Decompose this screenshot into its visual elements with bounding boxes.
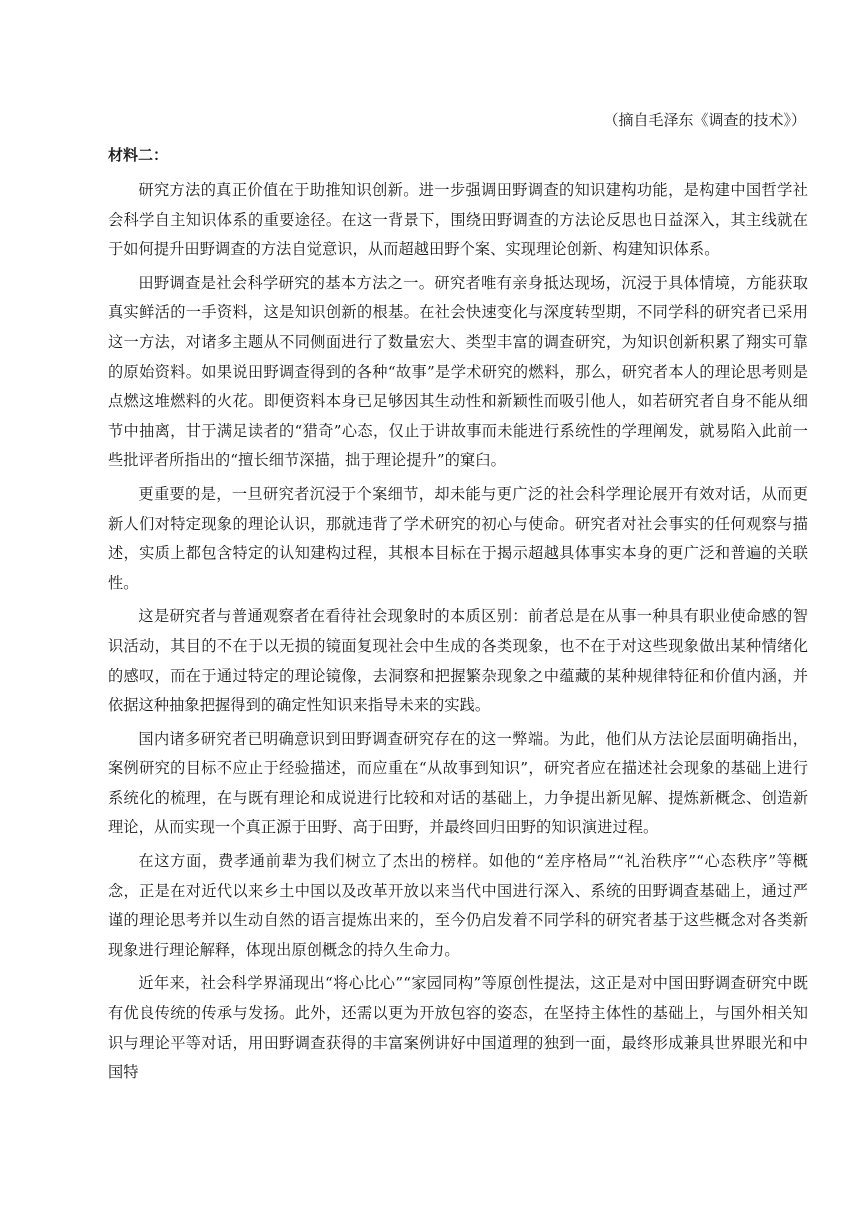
paragraph-2: 田野调查是社会科学研究的基本方法之一。研究者唯有亲身抵达现场，沉浸于具体情境，方能获取真实鲜活的一手资料，这是知识创新的根基。在社会快速变化与深度转型期，不同学科的研究者已采用这一方法，对诸多主题从不同侧面进行了数量宏大、类型丰富的调查研究，为知识创新积累了翔实可靠的原始资料。如果说田野调查得到的各种“故事”是学术研究的燃料，那么，研究者本人的理论思考则是点燃这堆燃料的火花。即便资料本身已足够因其生动性和新颖性而吸引他人，如若研究者自身不能从细节中抽离，甘于满足读者的“猎奇”心态，仅止于讲故事而未能进行系统性的学理阐发，就易陷入此前一些批评者所指出的“擅长细节深描，拙于理论提升”的窠臼。	[108, 273, 808, 470]
document-page	[108, 108, 808, 1092]
paragraph-5: 国内诸多研究者已明确意识到田野调查研究存在的这一弊端。为此，他们从方法论层面明确指出，案例研究的目标不应止于经验描述，而应重在“从故事到知识”，研究者应在描述社会现象的基础上进行系统化的梳理，在与既有理论和成说进行比较和对话的基础上，力争提出新见解、提炼新概念、创造新理论，从而实现一个真正源于田野、高于田野，并最终回归田野的知识演进过程。	[108, 729, 808, 837]
section-title: 材料二：	[108, 146, 169, 164]
paragraph-6: 在这方面，费孝通前辈为我们树立了杰出的榜样。如他的“差序格局”“礼治秩序”“心态秩序”等概念，正是在对近代以来乡土中国以及改革开放以来当代中国进行深入、系统的田野调查基础上，通过严谨的理论思考并以生动自然的语言提炼出来的，至今仍启发着不同学科的研究者基于这些概念对各类新现象进行理论解释，体现出原创概念的持久生命力。	[108, 852, 808, 959]
source-citation: （摘自毛泽东《调查的技术》）	[603, 111, 806, 129]
paragraph-4: 这是研究者与普通观察者在看待社会现象时的本质区别：前者总是在从事一种具有职业使命感的智识活动，其目的不在于以无损的镜面复现社会中生成的各类现象，也不在于对这些现象做出某种情绪化的感叹，而在于通过特定的理论镜像，去洞察和把握繁杂现象之中蕴藏的某种规律特征和价值内涵，并依据这种抽象把握得到的确定性知识来指导未来的实践。	[108, 607, 808, 715]
paragraph-1: 研究方法的真正价值在于助推知识创新。进一步强调田野调查的知识建构功能，是构建中国哲学社会科学自主知识体系的重要途径。在这一背景下，围绕田野调查的方法论反思也日益深入，其主线就在于如何提升田野调查的方法自觉意识，从而超越田野个案、实现理论创新、构建知识体系。	[108, 181, 808, 259]
paragraph-3: 更重要的是，一旦研究者沉浸于个案细节，却未能与更广泛的社会科学理论展开有效对话，从而更新人们对特定现象的理论认识，那就违背了学术研究的初心与使命。研究者对社会事实的任何观察与描述，实质上都包含特定的认知建构过程，其根本目标在于揭示超越具体事实本身的更广泛和普遍的关联性。	[108, 484, 808, 592]
paragraph-7: 近年来，社会科学界涌现出“将心比心”“家园同构”等原创性提法，这正是对中国田野调查研究中既有优良传统的传承与发扬。此外，还需以更为开放包容的姿态，在坚持主体性的基础上，与国外相关知识与理论平等对话，用田野调查获得的丰富案例讲好中国道理的独到一面，最终形成兼具世界眼光和中国特	[108, 974, 808, 1082]
